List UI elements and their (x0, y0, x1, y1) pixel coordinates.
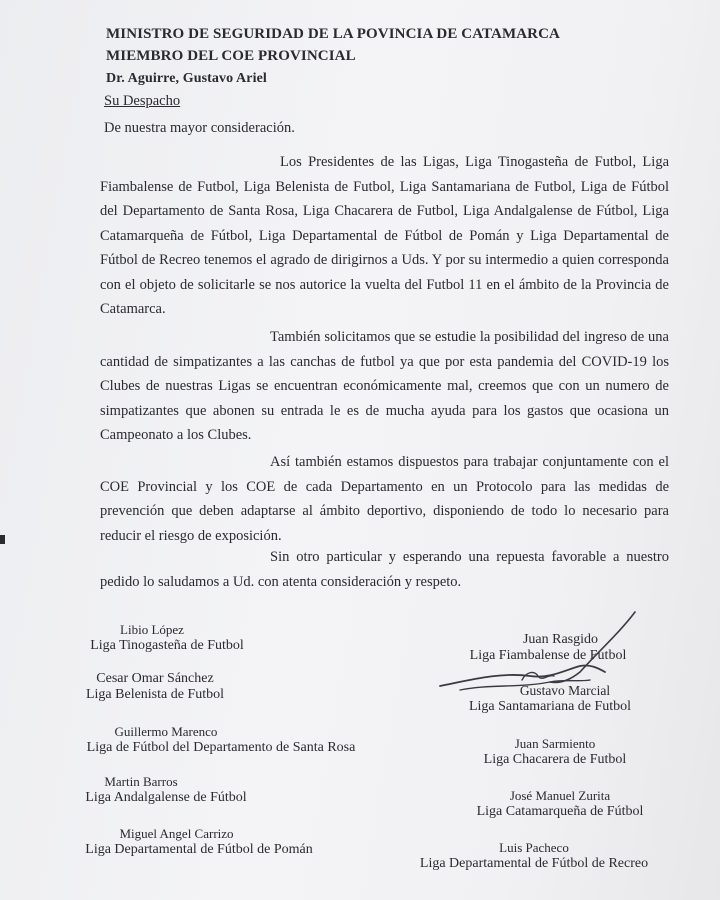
signatory-right-3: Juan Sarmiento Liga Chacarera de Futbol (483, 736, 627, 767)
despacho-line: Su Despacho (104, 93, 181, 109)
paragraph-1: Los Presidentes de las Ligas, Liga Tinogasteña de Futbol, Liga Fiambalense de Futbol, Liga Belenista de Futbol, Liga Santamariana de Futbol, Liga de Fútbol del Departamento de Santa Rosa, Liga Chacarera de Futbol, Liga Andalgalense de Fútbol, Liga Catamarqueña de Fútbol, Liga Departamental de Fútbol de Pomán y Liga Departamental de Fútbol de Recreo tenemos el agrado de dirigirnos a Uds. Y por su intermedio a quien corresponda con el objeto de solicitarle se nos autorice la vuelta del Futbol 11 en el ámbito de la Provincia de Catamarca. (100, 154, 669, 317)
recipient-title: MINISTRO DE SEGURIDAD DE LA POVINCIA DE CATAMARCA (106, 26, 560, 42)
signatory-right-4: José Manuel Zurita Liga Catamarqueña de Fútbol (476, 788, 644, 819)
signatory-left-5: Miguel Angel Carrizo Liga Departamental de Fútbol de Pomán (85, 826, 313, 857)
signatory-left-2: Cesar Omar Sánchez Liga Belenista de Futbol (85, 671, 225, 702)
signatory-left-4: Martin Barros Liga Andalgalense de Fútbol (85, 774, 247, 805)
signatory-right-5: Luis Pacheco Liga Departamental de Fútbol de Recreo (419, 840, 649, 871)
signatory-left-3: Guillermo Marenco Liga de Fútbol del Departamento de Santa Rosa (86, 724, 356, 755)
salutation: De nuestra mayor consideración. (104, 120, 295, 136)
signatory-left-1: Libio López Liga Tinogasteña de Futbol (90, 622, 244, 653)
edge-mark (0, 535, 5, 544)
handwritten-signature-icon (430, 610, 650, 700)
signatory-right-2: Gustavo Marcial Liga Santamariana de Futbol (468, 683, 632, 714)
paragraph-4: Sin otro particular y esperando una repuesta favorable a nuestro pedido lo saludamos a Ud. con atenta consideración y respeto. (100, 549, 669, 590)
recipient-role: MIEMBRO DEL COE PROVINCIAL (106, 48, 356, 64)
signatory-right-1: Juan Rasgido Liga Fiambalense de Futbol (469, 632, 627, 663)
paragraph-2: También solicitamos que se estudie la posibilidad del ingreso de una cantidad de simpatizantes a las canchas de futbol ya que por esta pandemia del COVID-19 los Clubes de nuestras Ligas se encuentran económicamente mal, creemos que con un numero de simpatizantes que abonen su entrada le es de mucha ayuda para los gastos que ocasiona un Campeonato a los Clubes. (100, 329, 669, 443)
recipient-name: Dr. Aguirre, Gustavo Ariel (106, 71, 267, 86)
paragraph-3: Así también estamos dispuestos para trabajar conjuntamente con el COE Provincial y los COE de cada Departamento en un Protocolo para las medidas de prevención que deben adaptarse al ámbito deportivo, disponiendo de todo lo necesario para reducir el riesgo de exposición. (100, 454, 669, 544)
